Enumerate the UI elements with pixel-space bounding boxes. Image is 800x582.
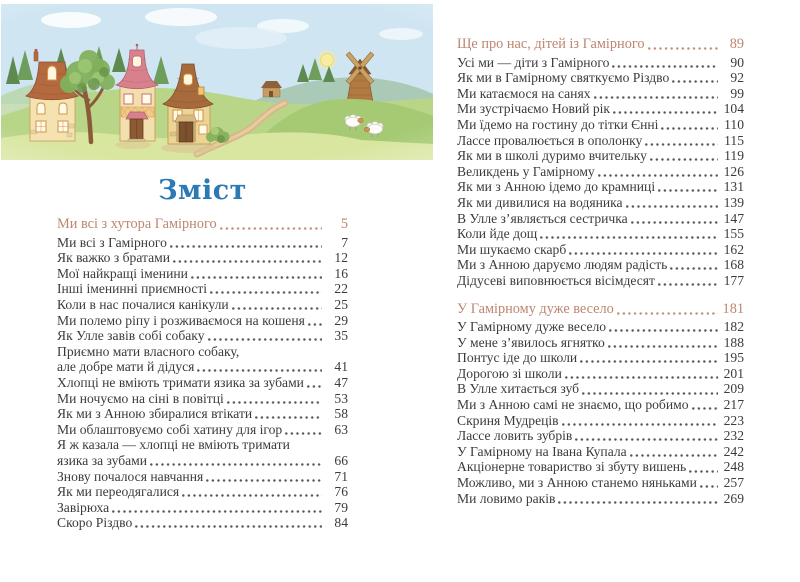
toc-entry-label: Коли йде дощ	[457, 226, 538, 242]
leader-dots	[150, 463, 322, 466]
toc-entry-label: Як ми в школі дуримо вчительку	[457, 148, 647, 164]
leader-dots	[575, 438, 718, 441]
toc-entry-label: Ми їдемо на гостину до тітки Єнні	[457, 116, 659, 132]
leader-dots	[191, 276, 322, 279]
page-number: 66	[334, 452, 348, 468]
leader-dots	[626, 205, 718, 208]
page-number: 104	[723, 101, 744, 117]
page-number: 155	[723, 226, 744, 242]
toc-entry	[457, 381, 744, 397]
leader-dots	[661, 127, 718, 130]
leader-dots	[182, 494, 322, 497]
toc-entry-label: Скоро Різдво	[57, 515, 133, 531]
page-number: 139	[723, 194, 744, 210]
page-number: 223	[723, 412, 744, 428]
toc-entry-label: Ми шукаємо скарб	[457, 241, 567, 257]
leader-dots	[285, 432, 322, 435]
toc-heading-label: Ми всі з хутора Гамірного	[57, 216, 217, 232]
leader-dots	[609, 329, 718, 332]
toc-entry	[57, 313, 348, 329]
leader-dots	[206, 479, 322, 482]
leader-dots	[650, 158, 718, 161]
toc-entry-label: Коли в нас почалися канікули	[57, 296, 229, 312]
toc-entry-label: У Гамірному на Івана Купала	[457, 443, 627, 459]
page-number: 147	[723, 210, 744, 226]
page-number: 177	[723, 272, 744, 288]
page-number: 232	[723, 428, 744, 444]
page-number: 201	[723, 365, 744, 381]
toc-entry-label: Хлопці не вміють тримати язика за зубами	[57, 374, 304, 390]
toc-entry	[457, 86, 744, 102]
toc-section	[457, 302, 744, 507]
toc-entry-label: Я ж казала — хлопці не вміють тримати	[57, 437, 290, 453]
village-illustration	[0, 4, 434, 160]
leader-dots	[645, 143, 718, 146]
leader-dots	[173, 260, 322, 263]
sun-icon	[318, 51, 337, 70]
toc-entry-label: Ми з Анною даруємо людям радість	[457, 257, 668, 273]
leader-dots	[648, 47, 719, 50]
toc-entry	[457, 491, 744, 507]
page-number: 92	[730, 70, 744, 86]
toc-entry-label: Можливо, ми з Анною станемо няньками	[457, 475, 697, 491]
leader-dots	[558, 501, 718, 504]
toc-entry	[57, 453, 348, 469]
section-page-number: 181	[722, 300, 744, 317]
toc-entry-label: У Гамірному дуже весело	[457, 319, 607, 335]
contents-title: Зміст	[158, 175, 247, 206]
toc-entry	[57, 266, 348, 282]
toc-entry	[457, 226, 744, 242]
toc-entry-label: Усі ми — діти з Гамірного	[457, 54, 610, 70]
toc-entry-label: У мене з’явилось ягнятко	[457, 334, 605, 350]
toc-entry	[457, 397, 744, 413]
cloud-icon	[41, 12, 101, 28]
toc-entry-label: Лассе провалюється в ополонку	[457, 132, 643, 148]
toc-entry	[457, 350, 744, 366]
page-number: 242	[723, 443, 744, 459]
leader-dots	[208, 338, 323, 341]
toc-entry	[457, 475, 744, 491]
toc-entry	[57, 515, 348, 531]
toc-entry-label: Дідусеві виповнюється вісімдесят	[457, 272, 655, 288]
leader-dots	[670, 267, 718, 270]
toc-section-heading	[457, 37, 744, 53]
toc-entry-label: Ми облаштовуємо собі хатину для ігор	[57, 421, 283, 437]
page-number: 257	[723, 475, 744, 491]
toc-entry-label: Ми всі з Гамірного	[57, 234, 167, 250]
page-number: 99	[730, 85, 744, 101]
page-number: 79	[334, 499, 348, 515]
toc-entry	[57, 500, 348, 516]
page-number: 188	[723, 334, 744, 350]
toc-entry	[457, 459, 744, 475]
toc-entry	[457, 70, 744, 86]
leader-dots	[658, 283, 718, 286]
leader-dots	[232, 307, 322, 310]
toc-entry-label: Ми ночуємо на сіні в повітці	[57, 390, 224, 406]
toc-entry	[457, 335, 744, 351]
page-number: 7	[341, 234, 348, 250]
toc-entry	[57, 375, 348, 391]
page-number: 53	[334, 390, 348, 406]
leader-dots	[692, 407, 718, 410]
toc-heading-label: Ще про нас, дітей із Гамірного	[457, 36, 645, 52]
leader-dots	[220, 227, 322, 230]
leader-dots	[210, 291, 322, 294]
leader-dots	[582, 392, 718, 395]
toc-entry	[57, 437, 348, 453]
windmill-icon	[346, 52, 374, 102]
page-number: 209	[723, 381, 744, 397]
toc-entry	[57, 281, 348, 297]
page-number: 25	[334, 296, 348, 312]
toc-entry-label: Великдень у Гамірному	[457, 163, 595, 179]
page-number: 119	[724, 148, 744, 164]
toc-entry-label: Приємно мати власного собаку,	[57, 343, 240, 359]
page-number: 168	[723, 257, 744, 273]
toc-entry	[457, 257, 744, 273]
section-page-number: 89	[729, 36, 744, 52]
page-number: 63	[334, 421, 348, 437]
leader-dots	[197, 369, 322, 372]
toc-entry	[457, 273, 744, 289]
toc-entry-label: Як ми в Гамірному святкуємо Різдво	[457, 70, 670, 86]
toc-entry-label: Як ми переодягалися	[57, 484, 180, 500]
toc-entry-label: Як ми дивилися на водяника	[457, 194, 623, 210]
toc-heading-label: У Гамірному дуже весело	[457, 300, 614, 317]
leader-dots	[613, 111, 718, 114]
toc-entry	[457, 413, 744, 429]
page-number: 29	[334, 312, 348, 328]
toc-entry	[57, 391, 348, 407]
leader-dots	[255, 416, 322, 419]
leader-dots	[135, 525, 322, 528]
leader-dots	[689, 470, 718, 473]
toc-entry-label: Ми катаємося на санях	[457, 85, 591, 101]
toc-entry	[57, 328, 348, 344]
leader-dots	[562, 423, 718, 426]
left-page-toc	[57, 217, 348, 531]
page-number: 22	[334, 281, 348, 297]
cloud-icon	[145, 8, 217, 26]
toc-entry	[57, 297, 348, 313]
page-number: 90	[730, 54, 744, 70]
page-number: 35	[334, 328, 348, 344]
toc-entry-label: Скриня Мудреців	[457, 412, 559, 428]
page-number: 58	[334, 406, 348, 422]
leader-dots	[608, 345, 718, 348]
leader-dots	[594, 96, 718, 99]
toc-entry-label: Завірюха	[57, 499, 110, 515]
toc-entry	[457, 55, 744, 71]
toc-entry-label: Інші іменинні приємності	[57, 281, 208, 297]
leader-dots	[617, 312, 718, 315]
toc-entry	[457, 179, 744, 195]
toc-entry	[57, 422, 348, 438]
page-number: 248	[723, 459, 744, 475]
toc-entry	[457, 444, 744, 460]
leader-dots	[580, 360, 718, 363]
page-number: 126	[723, 163, 744, 179]
leader-dots	[227, 401, 322, 404]
toc-entry	[457, 211, 744, 227]
toc-entry	[457, 164, 744, 180]
toc-entry	[57, 469, 348, 485]
toc-entry	[57, 359, 348, 375]
toc-entry-label: Понтус іде до школи	[457, 350, 578, 366]
page-number: 84	[334, 515, 348, 531]
leader-dots	[307, 385, 322, 388]
toc-entry-label: Ми ловимо раків	[457, 490, 556, 506]
page-number: 47	[334, 374, 348, 390]
leader-dots	[598, 174, 718, 177]
page-number: 76	[334, 484, 348, 500]
toc-entry	[57, 484, 348, 500]
toc-entry	[457, 101, 744, 117]
leader-dots	[112, 510, 322, 513]
toc-entry-label: Мої найкращі іменини	[57, 265, 188, 281]
toc-entry	[457, 428, 744, 444]
toc-entry	[57, 235, 348, 251]
section-page-number: 5	[340, 216, 348, 232]
toc-entry-label: Ми полемо ріпу і розживаємося на кошеня	[57, 312, 305, 328]
page-number: 16	[334, 265, 348, 281]
leader-dots	[658, 189, 718, 192]
leader-dots	[540, 236, 718, 239]
toc-entry	[457, 133, 744, 149]
leader-dots	[308, 323, 322, 326]
toc-entry-label: Ми з Анною самі не знаємо, що робимо	[457, 397, 689, 413]
toc-section-heading	[457, 302, 744, 318]
leader-dots	[170, 245, 322, 248]
toc-entry-label: язика за зубами	[57, 452, 148, 468]
toc-entry-label: Знову почалося навчання	[57, 468, 204, 484]
toc-entry	[57, 250, 348, 266]
toc-entry-label: Дорогою зі школи	[457, 365, 562, 381]
toc-entry-label: В Улле хитається зуб	[457, 381, 580, 397]
page-number: 269	[723, 490, 744, 506]
page-number: 41	[334, 359, 348, 375]
toc-entry-label: Ми зустрічаємо Новий рік	[457, 101, 611, 117]
toc-entry	[457, 148, 744, 164]
right-page-toc	[457, 37, 744, 506]
toc-section	[57, 217, 348, 531]
leader-dots	[612, 65, 718, 68]
toc-entry-label: Лассе ловить зубрів	[457, 428, 573, 444]
leader-dots	[700, 485, 718, 488]
page-number: 12	[334, 250, 348, 266]
toc-section-heading	[57, 217, 348, 233]
leader-dots	[672, 80, 718, 83]
page-number: 195	[723, 350, 744, 366]
toc-entry	[457, 195, 744, 211]
leader-dots	[631, 221, 718, 224]
toc-entry-label: Як Улле завів собі собаку	[57, 328, 205, 344]
toc-entry	[457, 366, 744, 382]
toc-section	[457, 37, 744, 289]
toc-entry-label: Як ми з Анною збиралися втікати	[57, 406, 253, 422]
leader-dots	[565, 376, 718, 379]
toc-entry-label: Як важко з братами	[57, 250, 171, 266]
page-number: 162	[723, 241, 744, 257]
toc-entry-label: Акціонерне товариство зі збуту вишень	[457, 459, 687, 475]
toc-entry-label: Як ми з Анною ідемо до крамниці	[457, 179, 656, 195]
toc-entry	[457, 117, 744, 133]
toc-entry	[457, 242, 744, 258]
page-number: 71	[334, 468, 348, 484]
toc-entry	[57, 344, 348, 360]
page-number: 131	[723, 179, 744, 195]
leader-dots	[630, 454, 718, 457]
toc-entry-label: але добре мати й дідуся	[57, 359, 195, 375]
page-number: 115	[724, 132, 744, 148]
cloud-icon	[379, 28, 423, 40]
page-number: 110	[724, 116, 744, 132]
toc-entry	[57, 406, 348, 422]
toc-entry-label: В Улле з’являється сестричка	[457, 210, 628, 226]
toc-entry	[457, 319, 744, 335]
page-number: 217	[723, 397, 744, 413]
page-number: 182	[723, 319, 744, 335]
leader-dots	[569, 252, 718, 255]
